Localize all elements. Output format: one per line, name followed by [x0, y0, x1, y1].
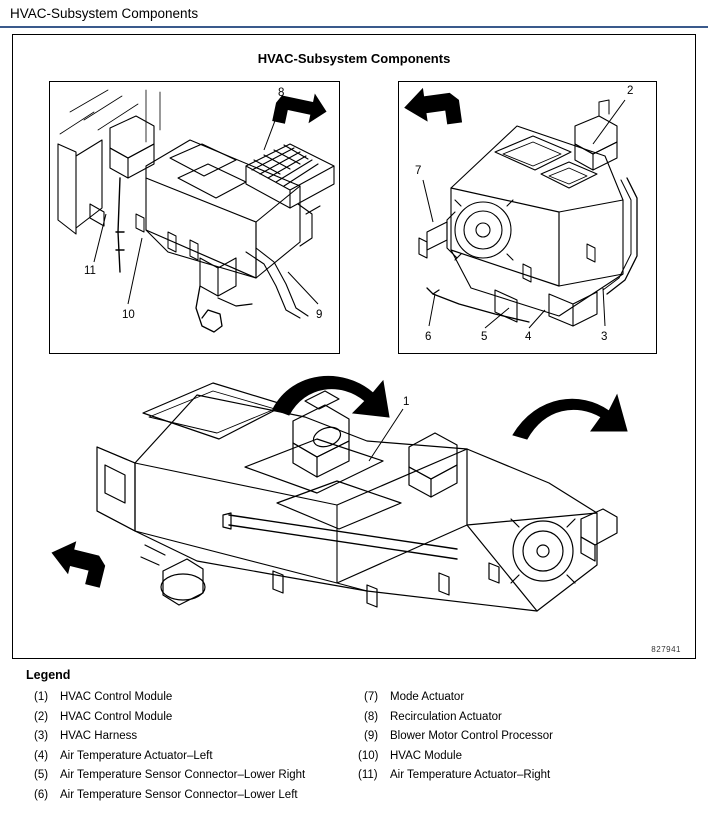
legend-item [356, 749, 686, 764]
callout-leader-10 [128, 238, 142, 304]
legend-item-label: Air Temperature Sensor Connector–Lower Right [60, 769, 306, 781]
legend-item-number: (10) [358, 749, 379, 762]
callout-label-8: 8 [278, 87, 285, 99]
callout-leader-8 [264, 102, 282, 150]
legend-item-number: (5) [34, 769, 49, 781]
legend-item [26, 749, 356, 764]
callout-label-4: 4 [525, 331, 532, 343]
callout-leader-7 [423, 180, 433, 222]
legend-item-label: HVAC Module [390, 749, 463, 762]
legend-item-label: HVAC Control Module [60, 710, 173, 723]
direction-arrow-icon [47, 537, 109, 587]
legend-item-label: Air Temperature Actuator–Left [60, 749, 213, 762]
callout-leader-6 [429, 294, 435, 326]
direction-arrow-icon [513, 395, 627, 439]
callout-label-2: 2 [627, 85, 634, 97]
legend-column-right [356, 690, 686, 807]
legend [26, 668, 686, 807]
hvac-module-left-drawing [50, 82, 339, 353]
figure-subpanel-bottom [37, 365, 673, 630]
hvac-module-assembly-drawing [37, 365, 673, 630]
figure-subpanel-right [398, 81, 657, 354]
window-header [0, 0, 708, 28]
figure-panel [12, 34, 696, 659]
legend-item [26, 788, 356, 803]
legend-item [356, 690, 686, 705]
legend-item-number: (11) [358, 769, 378, 781]
legend-item-number: (1) [34, 691, 49, 703]
legend-item-number: (3) [34, 730, 49, 742]
legend-item [26, 690, 356, 705]
legend-title: Legend [26, 668, 71, 682]
callout-leader-4 [529, 310, 545, 328]
callout-label-7: 7 [415, 165, 422, 177]
legend-item-number: (9) [364, 730, 379, 742]
legend-item-label: Air Temperature Sensor Connector–Lower Left [60, 788, 298, 801]
legend-item [356, 729, 686, 744]
figure-subpanel-left [49, 81, 340, 354]
callout-label-1: 1 [403, 396, 410, 408]
callout-label-3: 3 [601, 331, 608, 343]
callout-label-10: 10 [122, 309, 135, 321]
legend-item-label: Air Temperature Actuator–Right [390, 769, 551, 781]
legend-item [26, 710, 356, 725]
legend-item [356, 710, 686, 725]
callout-label-9: 9 [316, 309, 323, 321]
callout-leader-3 [603, 288, 605, 326]
figure-id: 827941 [651, 645, 681, 654]
legend-item-number: (2) [34, 710, 49, 723]
legend-item-number: (6) [34, 788, 49, 801]
legend-item-label: Recirculation Actuator [390, 710, 502, 723]
callout-label-11: 11 [84, 265, 96, 277]
figure-title: HVAC-Subsystem Components [257, 51, 451, 66]
legend-item-number: (8) [364, 710, 379, 723]
legend-item-label: HVAC Control Module [60, 691, 173, 703]
legend-item [26, 729, 356, 744]
legend-column-left [26, 690, 356, 807]
legend-item-label: Blower Motor Control Processor [390, 730, 553, 742]
direction-arrow-icon [403, 84, 462, 129]
legend-item-number: (7) [364, 691, 379, 703]
callout-label-5: 5 [481, 331, 488, 343]
page-title: HVAC-Subsystem Components [10, 5, 199, 21]
hvac-module-right-drawing [399, 82, 656, 353]
legend-item-label: HVAC Harness [60, 730, 138, 742]
legend-item-number: (4) [34, 749, 49, 762]
legend-item [356, 768, 686, 783]
legend-item [26, 768, 356, 783]
callout-leader-5 [485, 308, 509, 328]
legend-item-label: Mode Actuator [390, 691, 465, 703]
callout-label-6: 6 [425, 331, 432, 343]
direction-arrow-icon [273, 376, 389, 417]
